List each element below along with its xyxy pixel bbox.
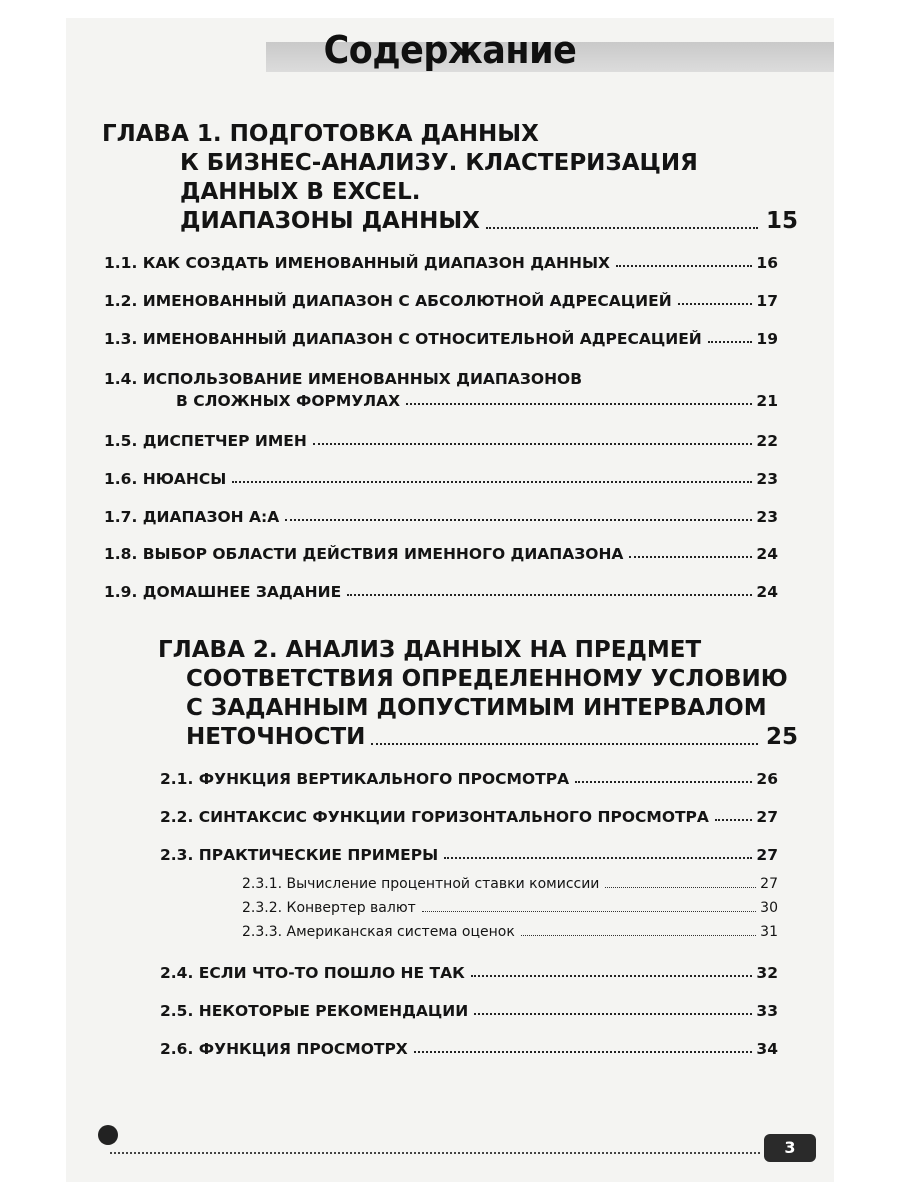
bullet-dot-icon bbox=[98, 1125, 118, 1145]
toc-entry-1-4-cont[interactable]: В СЛОЖНЫХ ФОРМУЛАХ 21 bbox=[176, 392, 778, 410]
footer-dotted-rule bbox=[110, 1152, 760, 1154]
dot-leader bbox=[406, 403, 752, 405]
toc-entry-2-3-2[interactable]: 2.3.2. Конвертер валют 30 bbox=[242, 900, 778, 916]
dot-leader bbox=[605, 887, 756, 888]
dot-leader bbox=[471, 975, 753, 977]
dot-leader bbox=[708, 341, 753, 343]
dot-leader bbox=[486, 227, 758, 229]
toc-entry-1-4[interactable]: 1.4. ИСПОЛЬЗОВАНИЕ ИМЕНОВАННЫХ ДИАПАЗОНОВ bbox=[104, 370, 583, 388]
toc-entry-2-2[interactable]: 2.2. СИНТАКСИС ФУНКЦИИ ГОРИЗОНТАЛЬНОГО ПРОСМОТРА 27 bbox=[160, 808, 778, 826]
dot-leader bbox=[678, 303, 753, 305]
toc-entry-1-9[interactable]: 1.9. ДОМАШНЕЕ ЗАДАНИЕ 24 bbox=[104, 583, 778, 601]
dot-leader bbox=[715, 819, 753, 821]
chapter-2-line-4: НЕТОЧНОСТИ bbox=[186, 724, 366, 750]
dot-leader bbox=[422, 911, 756, 912]
toc-entry-2-1[interactable]: 2.1. ФУНКЦИЯ ВЕРТИКАЛЬНОГО ПРОСМОТРА 26 bbox=[160, 770, 778, 788]
dot-leader bbox=[575, 781, 752, 783]
chapter-1-line-4: ДИАПАЗОНЫ ДАННЫХ bbox=[180, 208, 480, 234]
toc-entry-1-1[interactable]: 1.1. КАК СОЗДАТЬ ИМЕНОВАННЫЙ ДИАПАЗОН ДАННЫХ 16 bbox=[104, 254, 778, 272]
toc-entry-1-5[interactable]: 1.5. ДИСПЕТЧЕР ИМЕН 22 bbox=[104, 432, 778, 450]
toc-entry-1-3[interactable]: 1.3. ИМЕНОВАННЫЙ ДИАПАЗОН С ОТНОСИТЕЛЬНОЙ АДРЕСАЦИЕЙ 19 bbox=[104, 330, 778, 348]
toc-entry-2-5[interactable]: 2.5. НЕКОТОРЫЕ РЕКОМЕНДАЦИИ 33 bbox=[160, 1002, 778, 1020]
toc-entry-1-7[interactable]: 1.7. ДИАПАЗОН А:А 23 bbox=[104, 508, 778, 526]
page-title: Содержание bbox=[323, 28, 577, 72]
dot-leader bbox=[232, 481, 752, 483]
chapter-2-line-1: ГЛАВА 2. АНАЛИЗ ДАННЫХ НА ПРЕДМЕТ bbox=[158, 637, 702, 663]
dot-leader bbox=[521, 935, 756, 936]
dot-leader bbox=[371, 743, 758, 745]
dot-leader bbox=[629, 556, 752, 558]
toc-entry-1-2[interactable]: 1.2. ИМЕНОВАННЫЙ ДИАПАЗОН С АБСОЛЮТНОЙ АДРЕСАЦИЕЙ 17 bbox=[104, 292, 778, 310]
page-number-badge: 3 bbox=[764, 1134, 816, 1162]
chapter-1-line-1: ГЛАВА 1. ПОДГОТОВКА ДАННЫХ bbox=[102, 121, 539, 147]
chapter-2-line-3: С ЗАДАННЫМ ДОПУСТИМЫМ ИНТЕРВАЛОМ bbox=[186, 695, 767, 721]
chapter-1-line-3: ДАННЫХ В EXCEL. bbox=[180, 179, 421, 205]
dot-leader bbox=[616, 265, 752, 267]
chapter-1-heading[interactable] bbox=[102, 120, 798, 236]
toc-entry-2-3-1[interactable]: 2.3.1. Вычисление процентной ставки комиссии 27 bbox=[242, 876, 778, 892]
chapter-1-page: 15 bbox=[765, 208, 798, 234]
dot-leader bbox=[313, 443, 753, 445]
dot-leader bbox=[444, 857, 752, 859]
dot-leader bbox=[474, 1013, 752, 1015]
toc-entry-2-3-3[interactable]: 2.3.3. Американская система оценок 31 bbox=[242, 924, 778, 940]
toc-entry-2-4[interactable]: 2.4. ЕСЛИ ЧТО-ТО ПОШЛО НЕ ТАК 32 bbox=[160, 964, 778, 982]
dot-leader bbox=[347, 594, 752, 596]
toc-entry-1-8[interactable]: 1.8. ВЫБОР ОБЛАСТИ ДЕЙСТВИЯ ИМЕННОГО ДИАПАЗОНА 24 bbox=[104, 545, 778, 563]
chapter-2-line-2: СООТВЕТСТВИЯ ОПРЕДЕЛЕННОМУ УСЛОВИЮ bbox=[186, 666, 788, 692]
chapter-1-line-2: К БИЗНЕС-АНАЛИЗУ. КЛАСТЕРИЗАЦИЯ bbox=[180, 150, 698, 176]
dot-leader bbox=[414, 1051, 753, 1053]
toc-entry-2-3[interactable]: 2.3. ПРАКТИЧЕСКИЕ ПРИМЕРЫ 27 bbox=[160, 846, 778, 864]
chapter-2-heading[interactable] bbox=[158, 636, 798, 752]
chapter-2-page: 25 bbox=[765, 724, 798, 750]
toc-entry-1-6[interactable]: 1.6. НЮАНСЫ 23 bbox=[104, 470, 778, 488]
toc-entry-2-6[interactable]: 2.6. ФУНКЦИЯ ПРОСМОТРХ 34 bbox=[160, 1040, 778, 1058]
dot-leader bbox=[285, 519, 752, 521]
